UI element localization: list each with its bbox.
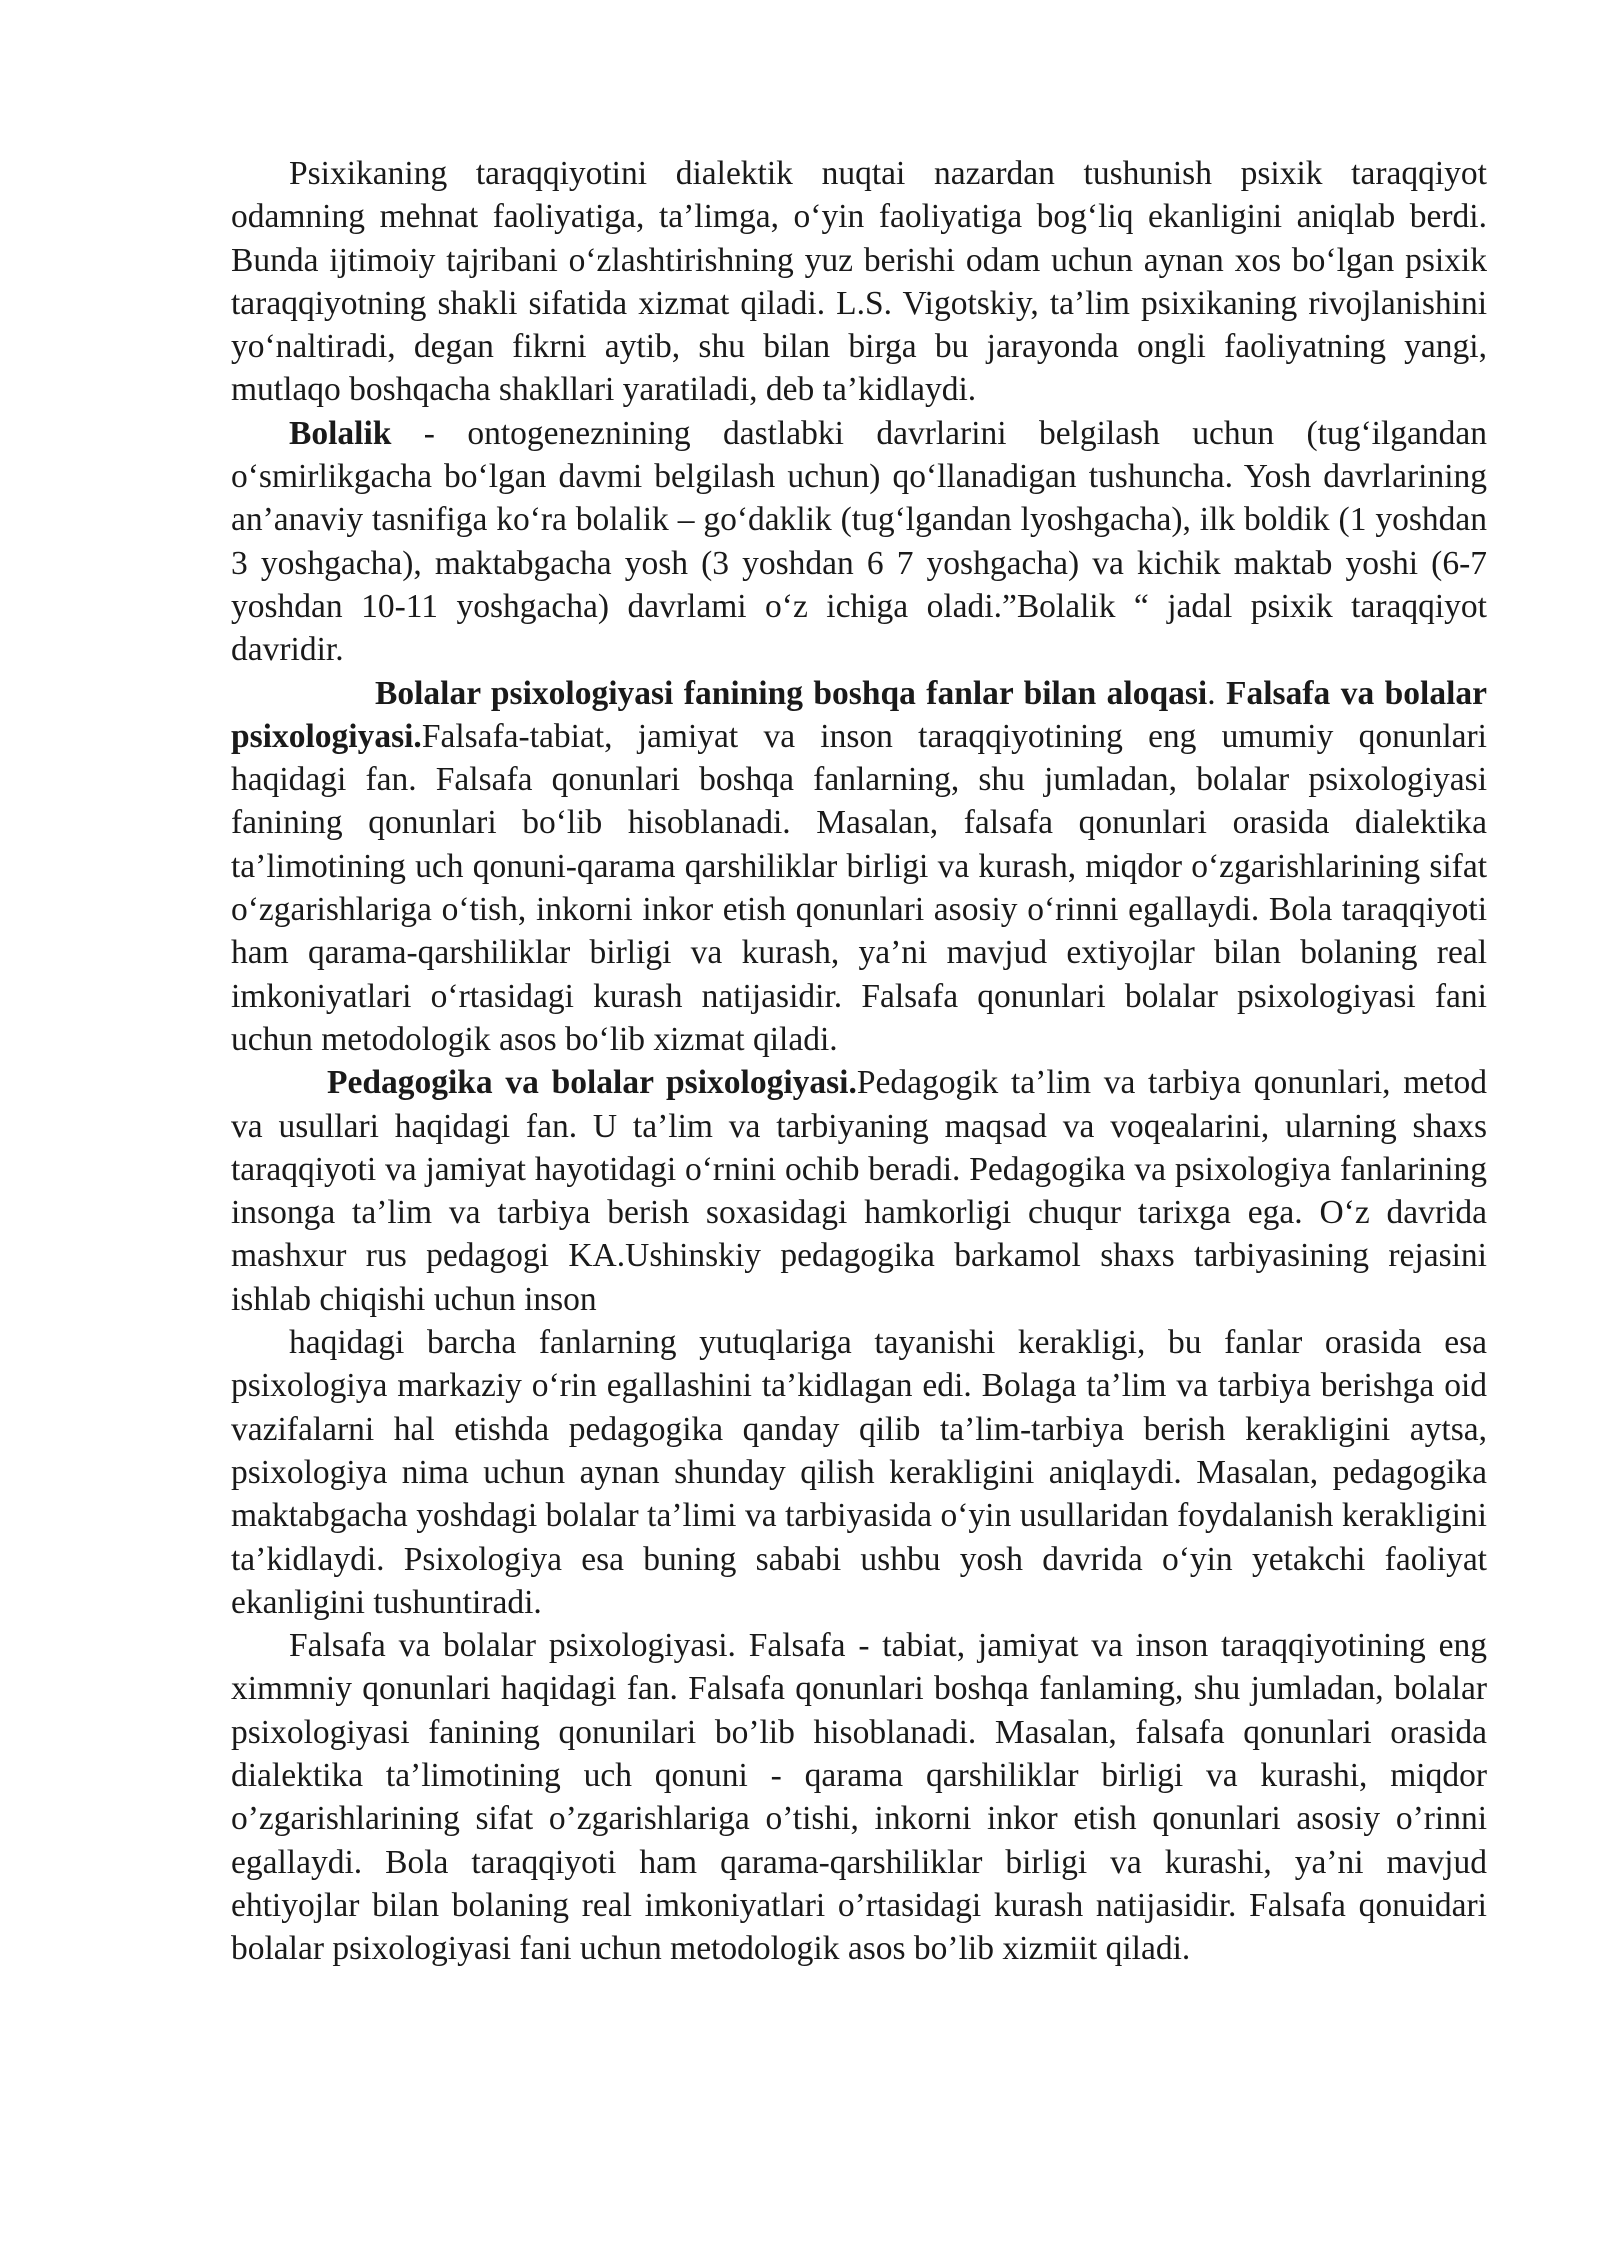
paragraph-bolalik-text: - ontogeneznining dastlabki davrlarini belgilash uchun (tug‘ilgandan o‘smirlikgacha bo‘lgan davmi belgilash uchun) qo‘llanadigan tushuncha. Yosh davrlarining an’anaviy tasnifiga ko‘ra bolalik – go‘daklik (tug‘lgandan lyoshgacha), ilk boldik (1 yoshdan 3 yoshgacha), maktabgacha yosh (3 yoshdan 6 7 yoshgacha) va kichik maktab yoshi (6-7 yoshdan 10-11 yoshgacha) davrlami o‘z ichiga oladi.”Bolalik “ jadal psixik taraqqiyot davridir. [231,414,1487,669]
subheading-pedagogy: Pedagogika va bolalar psixologiyasi. [327,1064,857,1102]
paragraph-intro-text: Psixikaning taraqqiyotini dialektik nuqtai nazardan tushunish psixik taraqqiyot odamning mehnat faoliyatiga, ta’limga, o‘yin faoliyatiga bog‘liq ekanligini aniqlab berdi. Bunda ijtimoiy tajribani o‘zlashtirishning yuz berishi odam uchun aynan xos bo‘lgan psixik taraqqiyotning shakli sifatida xizmat qiladi. L.S. Vigotskiy, ta’lim psixikaning rivojlanishini yo‘naltiradi, degan fikrni aytib, shu bilan birga bu jarayonda ongli faoliyatning yangi, mutlaqo boshqacha shakllari yaratiladi, deb ta’kidlaydi. [231,155,1487,409]
section-heading-relations: Bolalar psixologiyasi fanining boshqa fanlar bilan aloqasi [375,674,1208,712]
paragraph-philosophy-repeat-text: Falsafa va bolalar psixologiyasi. Falsafa - tabiat, jamiyat va inson taraqqiyotining eng ximmniy qonunlari haqidagi fan. Falsafa qonunlari boshqa fanlaming, shu jumladan, bolalar psixologiyasi fanining qonunilari bo’lib hisoblanadi. Masalan, falsafa qonunlari orasida dialektika ta’limotining uch qonuni - qarama qarshiliklar birligi va kurashi, miqdor o’zgarishlarining sifat o’zgarishlariga o’tishi, inkorni inkor etish qonunlari asosiy o’rinni egallaydi. Bola taraqqiyoti ham qarama-qarshiliklar birligi va kurashi, ya’ni mavjud ehtiyojlar bilan bolaning real imkoniyatlari o’rtasidagi kurash natijasidir. Falsafa qonuidari bolalar psixologiyasi fani uchun metodologik asos bo’lib xizmiit qiladi. [231,1627,1487,1968]
paragraph-pedagogy-text: Pedagogik ta’lim va tarbiya qonunlari, metod va usullari haqidagi fan. U ta’lim va tarbiyaning maqsad va voqealarini, ularning shaxs taraqqiyoti va jamiyat hayotidagi o‘rnini ochib beradi. Pedagogika va psixologiya fanlarining insonga ta’lim va tarbiya berish soxasidagi hamkorligi chuqur tarixga ega. O‘z davrida mashxur rus pedagogi KA.Ushinskiy pedagogika barkamol shaxs tarbiyasining rejasini ishlab chiqishi uchun inson [231,1064,1487,1318]
subheading-philosophy: Falsafa va bolalar psixologiyasi. [231,674,1488,755]
paragraph-pedagogy [231,1061,1487,1321]
paragraph-relations [231,672,1487,1062]
heading-separator: . [1207,674,1227,712]
paragraph-philosophy-text: Falsafa-tabiat, jamiyat va inson taraqqiyotining eng umumiy qonunlari haqidagi fan. Falsafa qonunlari boshqa fanlarning, shu jumladan, bolalar psixologiyasi fanining qonunlari bo‘lib hisoblanadi. Masalan, falsafa qonunlari orasida dialektika ta’limotining uch qonuni-qarama qarshiliklar birligi va kurash, miqdor o‘zgarishlarining sifat o‘zgarishlariga o‘tish, inkorni inkor etish qonunlari asosiy o‘rinni egallaydi. Bola taraqqiyoti ham qarama-qarshiliklar birligi va kurash, ya’ni mavjud extiyojlar bilan bolaning real imkoniyatlari o‘rtasidagi kurash natijasidir. Falsafa qonunlari bolalar psixologiyasi fani uchun metodologik asos bo‘lib xizmat qiladi. [231,717,1487,1058]
document-page [231,152,1487,1970]
paragraph-intro [231,152,1487,412]
term-bolalik: Bolalik [289,414,392,452]
paragraph-philosophy-repeat [231,1624,1487,1970]
paragraph-pedagogy-continued [231,1321,1487,1624]
paragraph-pedagogy-continued-text: haqidagi barcha fanlarning yutuqlariga tayanishi kerakligi, bu fanlar orasida esa psixologiya markaziy o‘rin egallashini ta’kidlagan edi. Bolaga ta’lim va tarbiya berishga oid vazifalarni hal etishda pedagogika qanday qilib ta’lim-tarbiya berish kerakligini aytsa, psixologiya nima uchun aynan shunday qilish kerakligini aniqlaydi. Masalan, pedagogika maktabgacha yoshdagi bolalar ta’limi va tarbiyasida o‘yin usullaridan foydalanish kerakligini ta’kidlaydi. Psixologiya esa buning sababi ushbu yosh davrida o‘yin yetakchi faoliyat ekanligini tushuntiradi. [231,1324,1487,1621]
paragraph-bolalik [231,412,1487,672]
